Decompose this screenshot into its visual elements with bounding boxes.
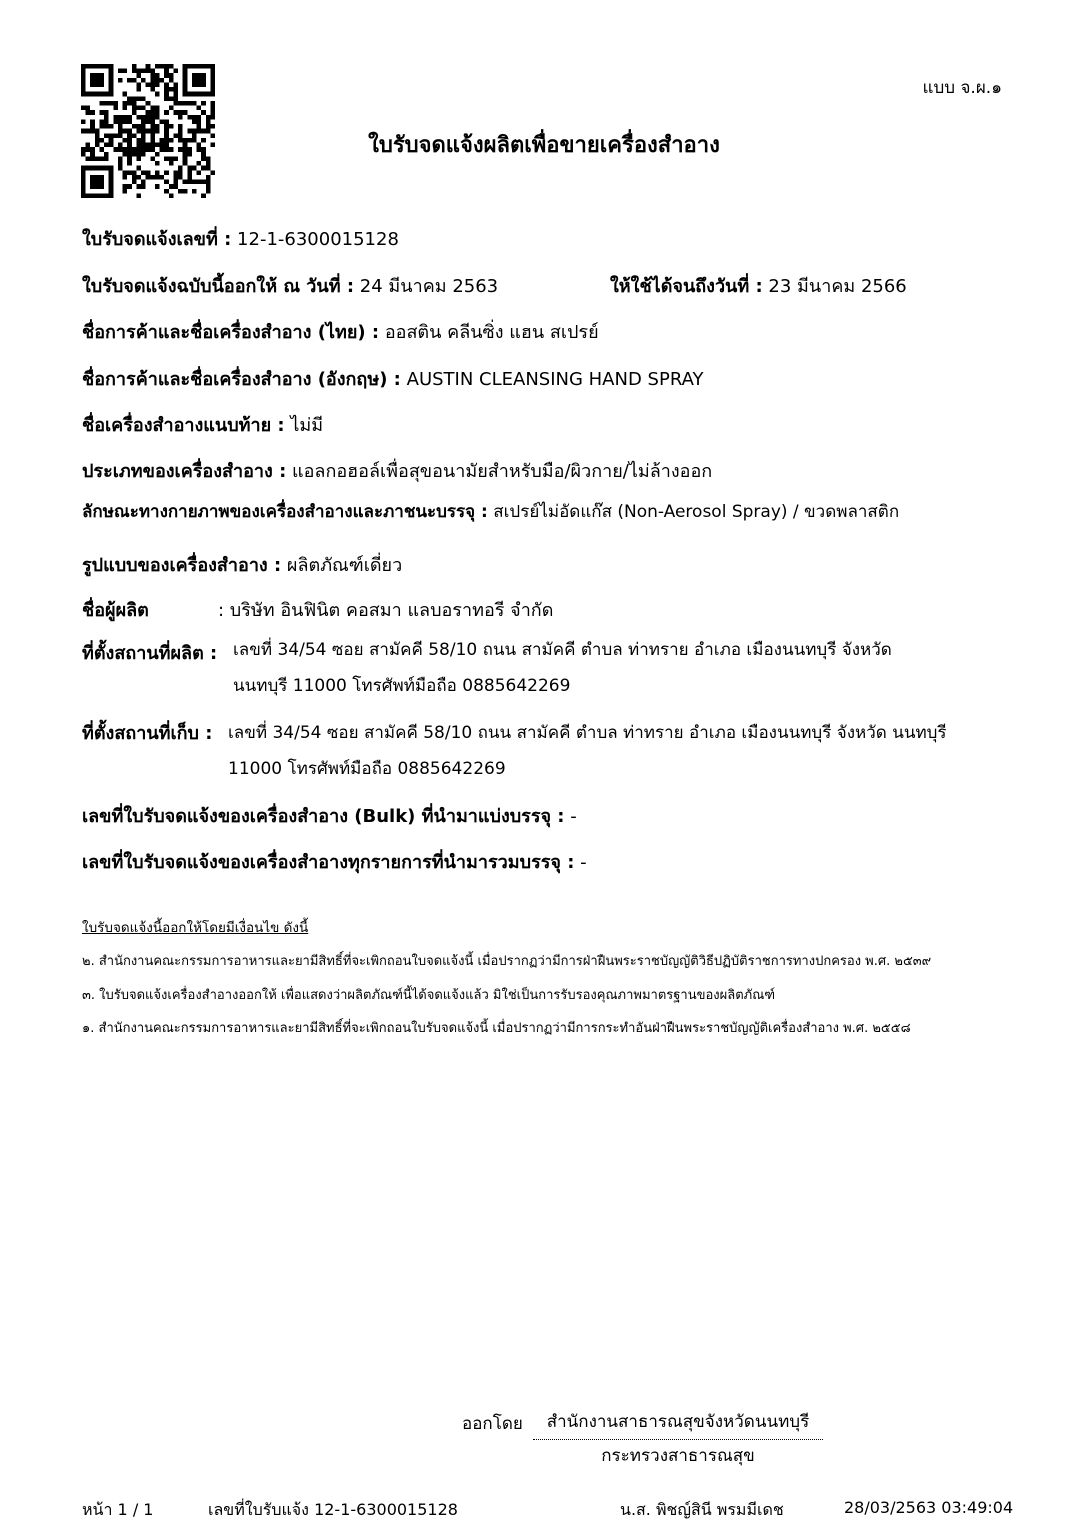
name-thai-value: ออสติน คลีนซิ่ง แฮน สเปรย์ xyxy=(384,322,599,343)
cosmetic-format xyxy=(82,550,402,579)
manufacturer-label: ชื่อผู้ผลิต xyxy=(82,600,149,621)
bulk-number-label: เลขที่ใบรับจดแจ้งของเครื่องสำอาง (Bulk) ที่นำมาแบ่งบรรจุ : xyxy=(82,806,565,827)
name-thai xyxy=(82,317,599,346)
cosmetic-category-label: ประเภทของเครื่องสำอาง : xyxy=(82,461,287,482)
bulk-number xyxy=(82,801,577,830)
physical-form-label: ลักษณะทางกายภาพของเครื่องสำอางและภาชนะบรรจุ : xyxy=(82,502,488,522)
physical-form-value: สเปรย์ไม่อัดแก๊ส (Non-Aerosol Spray) / ขวดพลาสติก xyxy=(493,502,900,522)
appendix-name-label: ชื่อเครื่องสำอางแนบท้าย : xyxy=(82,415,285,436)
name-english xyxy=(82,364,704,393)
conditions-title: ใบรับจดแจ้งนี้ออกให้โดยมีเงื่อนไข ดังนี้ xyxy=(82,920,309,936)
appendix-name-value: ไม่มี xyxy=(290,415,324,436)
physical-form xyxy=(82,498,899,525)
cosmetic-category-value: แอลกอฮอล์เพื่อสุขอนามัยสำหรับมือ/ผิวกาย/ไม่ล้างออก xyxy=(292,461,713,482)
issue-date-label: ใบรับจดแจ้งฉบับนี้ออกให้ ณ วันที่ : xyxy=(82,276,355,297)
notification-number-label: ใบรับจดแจ้งเลขที่ : xyxy=(82,229,232,250)
manufacturer-value: : บริษัท อินฟินิต คอสมา แลบอราทอรี จำกัด xyxy=(218,600,554,621)
storage-site-line1: เลขที่ 34/54 ซอย สามัคคี 58/10 ถนน สามัคคี ตำบล ท่าทราย อำเภอ เมืองนนทบุรี จังหวัด นนทบุรี xyxy=(228,723,947,743)
notification-number-value: 12-1-6300015128 xyxy=(237,229,399,250)
issued-by-ministry: กระทรวงสาธารณสุข xyxy=(601,1446,755,1466)
name-thai-label: ชื่อการค้าและชื่อเครื่องสำอาง (ไทย) : xyxy=(82,322,380,343)
condition-item: ๒. สำนักงานคณะกรรมการอาหารและยามีสิทธิ์ที่จะเพิกถอนใบจดแจ้งนี้ เมื่อปรากฏว่ามีการฝ่าฝืนพระราชบัญญัติวิธีปฏิบัติราชการทางปกครอง พ.ศ. ๒๕๓๙ xyxy=(82,954,932,969)
storage-site xyxy=(82,718,212,747)
condition-item: ๑. สำนักงานคณะกรรมการอาหารและยามีสิทธิ์ที่จะเพิกถอนใบรับจดแจ้งนี้ เมื่อปรากฏว่ามีการกระทำอันฝ่าฝืนพระราชบัญญัติเครื่องสำอาง พ.ศ. ๒๕๕๘ xyxy=(82,1021,911,1036)
issued-by-org: สำนักงานสาธารณสุขจังหวัดนนทบุรี xyxy=(533,1408,823,1440)
storage-site-label: ที่ตั้งสถานที่เก็บ : xyxy=(82,723,213,744)
manufacture-site xyxy=(82,638,217,667)
form-code: แบบ จ.ผ.๑ xyxy=(922,78,1002,98)
manufacture-site-label: ที่ตั้งสถานที่ผลิต : xyxy=(82,643,218,664)
condition-item: ๓. ใบรับจดแจ้งเครื่องสำอางออกให้ เพื่อแสดงว่าผลิตภัณฑ์นี้ได้จดแจ้งแล้ว มิใช่เป็นการรับรองคุณภาพมาตรฐานของผลิตภัณฑ์ xyxy=(82,988,776,1003)
footer-page: หน้า 1 / 1 xyxy=(82,1500,154,1519)
issued-by-label: ออกโดย xyxy=(462,1414,523,1434)
storage-site-line2: 11000 โทรศัพท์มือถือ 0885642269 xyxy=(228,759,506,779)
combined-number-label: เลขที่ใบรับจดแจ้งของเครื่องสำอางทุกรายการที่นำมารวมบรรจุ : xyxy=(82,852,575,873)
name-english-label: ชื่อการค้าและชื่อเครื่องสำอาง (อังกฤษ) : xyxy=(82,369,401,390)
valid-until-value: 23 มีนาคม 2566 xyxy=(768,276,907,297)
issue-date-value: 24 มีนาคม 2563 xyxy=(359,276,499,297)
footer-ref: เลขที่ใบรับแจ้ง 12-1-6300015128 xyxy=(208,1500,458,1519)
cosmetic-format-value: ผลิตภัณฑ์เดี่ยว xyxy=(286,555,403,576)
notification-number xyxy=(82,224,399,253)
manufacture-site-line1: เลขที่ 34/54 ซอย สามัคคี 58/10 ถนน สามัคคี ตำบล ท่าทราย อำเภอ เมืองนนทบุรี จังหวัด xyxy=(233,640,892,660)
appendix-name xyxy=(82,410,323,439)
combined-number-value: - xyxy=(580,852,587,873)
name-english-value: AUSTIN CLEANSING HAND SPRAY xyxy=(406,369,704,390)
manufacture-site-line2: นนทบุรี 11000 โทรศัพท์มือถือ 0885642269 xyxy=(233,676,571,696)
valid-until-label: ให้ใช้ได้จนถึงวันที่ : xyxy=(610,276,763,297)
footer-officer: น.ส. พิชญ์สินี พรมมีเดช xyxy=(620,1500,784,1519)
bulk-number-value: - xyxy=(570,806,577,827)
cosmetic-format-label: รูปแบบของเครื่องสำอาง : xyxy=(82,555,282,576)
issue-date xyxy=(82,271,498,300)
valid-until xyxy=(610,271,907,300)
combined-number xyxy=(82,847,587,876)
page-title: ใบรับจดแจ้งผลิตเพื่อขายเครื่องสำอาง xyxy=(368,133,720,158)
cosmetic-category xyxy=(82,456,712,485)
manufacturer xyxy=(82,595,149,624)
footer-timestamp: 28/03/2563 03:49:04 xyxy=(844,1498,1014,1517)
